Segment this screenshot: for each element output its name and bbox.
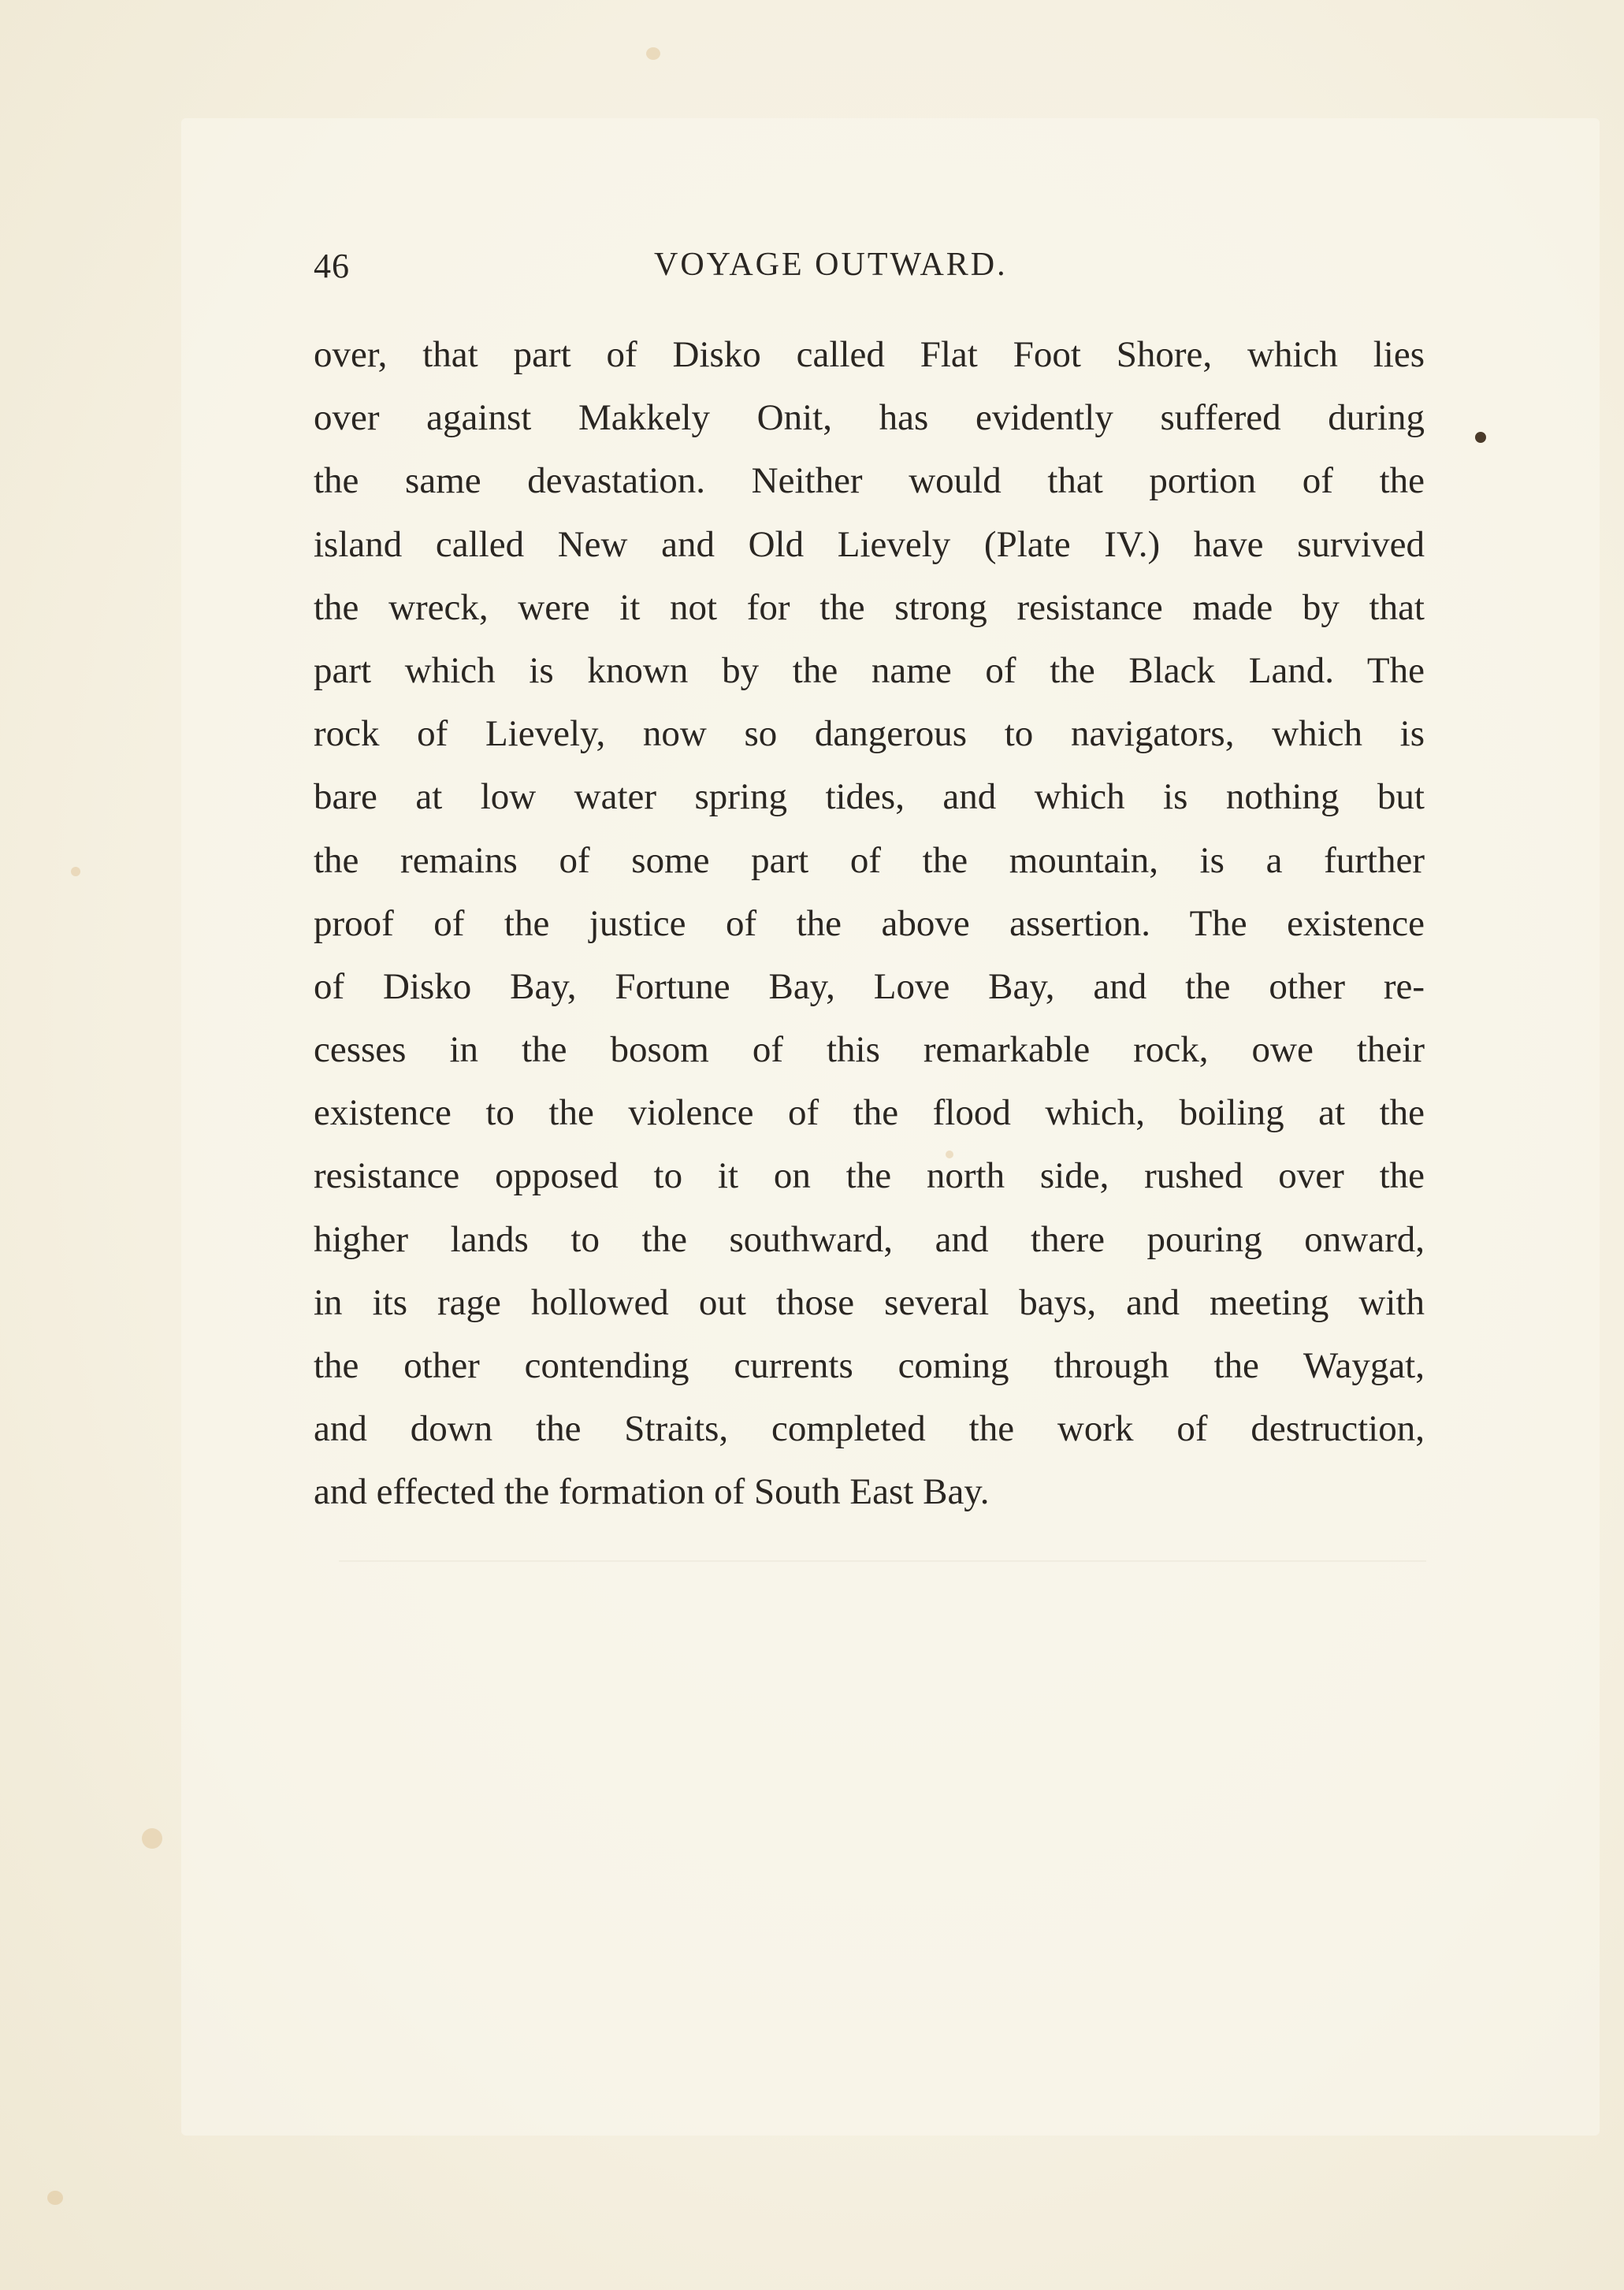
text-line: in its rage hollowed out those several bays, and meeting with	[314, 1281, 1425, 1323]
foxing-spot	[47, 2191, 63, 2205]
running-title: VOYAGE OUTWARD.	[654, 247, 1008, 283]
foxing-spot	[646, 47, 660, 60]
text-line: over, that part of Disko called Flat Foot Shore, which lies	[314, 334, 1425, 375]
text-line: cesses in the bosom of this remarkable rock, owe their	[314, 1029, 1425, 1071]
text-line: of Disko Bay, Fortune Bay, Love Bay, and the other re-	[314, 965, 1425, 1007]
text-line: higher lands to the southward, and there pouring onward,	[314, 1218, 1425, 1260]
text-line: resistance opposed to it on the north side, rushed over the	[314, 1155, 1425, 1197]
text-line: part which is known by the name of the Black Land. The	[314, 649, 1425, 691]
text-line: over against Makkely Onit, has evidently suffered during	[314, 397, 1425, 439]
foxing-spot	[71, 867, 80, 876]
text-line: bare at low water spring tides, and which is nothing but	[314, 776, 1425, 818]
text-line: the other contending currents coming through the Waygat,	[314, 1345, 1425, 1386]
text-line: the remains of some part of the mountain, is a further	[314, 839, 1425, 881]
text-line: existence to the violence of the flood which, boiling at the	[314, 1092, 1425, 1134]
text-line: proof of the justice of the above assertion. The existence	[314, 902, 1425, 944]
page-number: 46	[314, 247, 350, 285]
ink-mark	[1475, 432, 1486, 443]
body-paragraph	[314, 323, 1425, 1524]
text-line: the wreck, were it not for the strong resistance made by that	[314, 586, 1425, 628]
text-line: and down the Straits, completed the work of destruction,	[314, 1408, 1425, 1450]
show-through-rule	[339, 1560, 1426, 1562]
foxing-spot	[142, 1828, 162, 1849]
text-line: rock of Lievely, now so dangerous to navigators, which is	[314, 713, 1425, 755]
text-line: and effected the formation of South East Bay.	[314, 1471, 990, 1513]
running-header	[314, 246, 1425, 293]
text-line: island called New and Old Lievely (Plate IV.) have survived	[314, 523, 1425, 565]
text-line: the same devastation. Neither would that portion of the	[314, 460, 1425, 502]
